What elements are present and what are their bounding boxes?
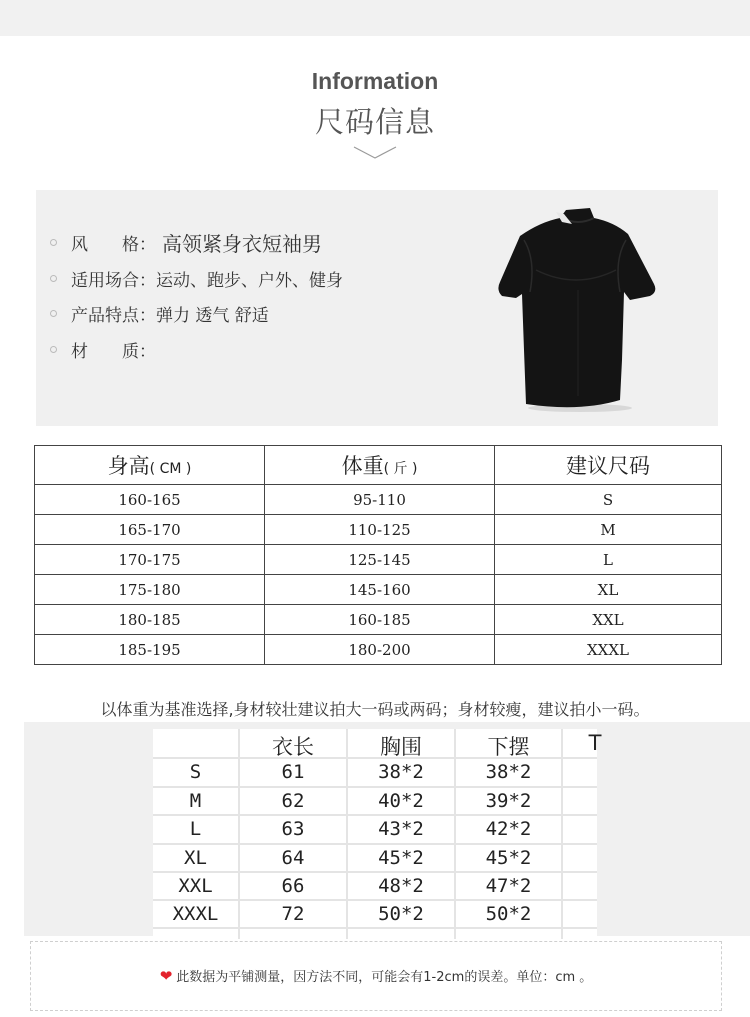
header-length: 衣长	[272, 735, 314, 759]
cell-size: XXXL	[172, 903, 219, 925]
measurement-disclaimer	[30, 941, 722, 1011]
header-size: 建议尺码	[495, 446, 722, 485]
info-value: 高领紧身衣短袖男	[162, 231, 322, 256]
section-title-en: Information	[311, 68, 439, 94]
chevron-down-icon	[353, 146, 397, 160]
table-row	[35, 485, 722, 515]
grid-line	[153, 871, 597, 873]
cell-chest: 48*2	[378, 875, 424, 897]
info-value: 弹力 透气 舒适	[156, 305, 269, 326]
cell-size: XXXL	[495, 635, 722, 665]
cell-weight: 160-185	[265, 605, 495, 635]
cell-size: M	[189, 790, 202, 812]
bullet-icon	[50, 310, 57, 317]
table-row	[35, 635, 722, 665]
cell-length: 61	[281, 761, 305, 783]
cell-size: S	[495, 485, 722, 515]
cell-size: XXL	[178, 875, 213, 897]
table-row	[35, 545, 722, 575]
cell-chest: 50*2	[378, 903, 424, 925]
header-chest: 胸围	[380, 735, 422, 759]
cell-chest: 43*2	[378, 818, 424, 840]
cell-height: 170-175	[35, 545, 265, 575]
section-title-cn: 尺码信息	[314, 105, 435, 139]
info-value: 运动、跑步、户外、健身	[156, 270, 343, 291]
table-row	[35, 575, 722, 605]
size-note: 以体重为基准选择,身材较壮建议拍大一码或两码；身材较瘦，建议拍小一码。	[100, 700, 650, 719]
bullet-icon	[50, 275, 57, 282]
cell-size: L	[189, 818, 202, 840]
cell-hem: 47*2	[485, 875, 532, 897]
bullet-icon	[50, 346, 57, 353]
info-row-material	[50, 336, 156, 362]
cell-size: L	[495, 545, 722, 575]
cell-height: 160-165	[35, 485, 265, 515]
cell-weight: 125-145	[265, 545, 495, 575]
info-row-occasion	[50, 265, 343, 291]
cell-chest: 38*2	[378, 761, 424, 783]
header-cut-off: T	[588, 731, 602, 755]
grid-line	[153, 899, 597, 901]
grid-line	[561, 729, 563, 939]
info-label: 适用场合：	[71, 270, 156, 291]
cell-weight: 95-110	[265, 485, 495, 515]
cell-size: XL	[495, 575, 722, 605]
cell-hem: 38*2	[485, 761, 532, 783]
bullet-icon	[50, 239, 57, 246]
header-hem: 下摆	[487, 735, 530, 759]
cell-weight: 145-160	[265, 575, 495, 605]
cell-hem: 39*2	[485, 790, 532, 812]
info-label: 产品特点：	[71, 305, 156, 326]
cell-length: 66	[281, 875, 305, 897]
table-header-row	[35, 446, 722, 485]
cell-weight: 110-125	[265, 515, 495, 545]
cell-chest: 40*2	[378, 790, 424, 812]
top-bar	[0, 0, 750, 36]
cell-size: M	[495, 515, 722, 545]
cell-length: 63	[281, 818, 305, 840]
heart-icon: ❤	[159, 967, 173, 985]
cell-height: 175-180	[35, 575, 265, 605]
cell-length: 64	[281, 847, 305, 869]
table-row	[35, 515, 722, 545]
size-recommendation-table	[34, 445, 722, 665]
grid-line	[153, 927, 597, 929]
cell-height: 165-170	[35, 515, 265, 545]
product-shirt-image	[496, 200, 666, 412]
cell-height: 185-195	[35, 635, 265, 665]
info-label: 风 格：	[71, 234, 156, 255]
cell-size: S	[189, 761, 202, 783]
info-label: 材 质：	[71, 341, 156, 362]
header-weight: 体重( 斤 )	[265, 446, 495, 485]
info-row-style	[50, 229, 322, 255]
cell-hem: 45*2	[485, 847, 532, 869]
header-height: 身高( CM )	[35, 446, 265, 485]
grid-line	[153, 786, 597, 788]
grid-line	[153, 814, 597, 816]
info-row-features	[50, 300, 269, 326]
cell-size: XL	[184, 847, 207, 869]
cell-height: 180-185	[35, 605, 265, 635]
cell-weight: 180-200	[265, 635, 495, 665]
product-info-panel	[36, 190, 718, 426]
cell-size: XXL	[495, 605, 722, 635]
disclaimer-text: 此数据为平铺测量，因方法不同，可能会有1-2cm的误差。单位：cm 。	[176, 970, 593, 985]
cell-length: 62	[281, 790, 305, 812]
grid-line	[153, 843, 597, 845]
table-row	[35, 605, 722, 635]
disclaimer-line	[31, 966, 721, 985]
cell-hem: 50*2	[485, 903, 532, 925]
cell-length: 72	[281, 903, 305, 925]
cell-hem: 42*2	[485, 818, 532, 840]
cell-chest: 45*2	[378, 847, 424, 869]
